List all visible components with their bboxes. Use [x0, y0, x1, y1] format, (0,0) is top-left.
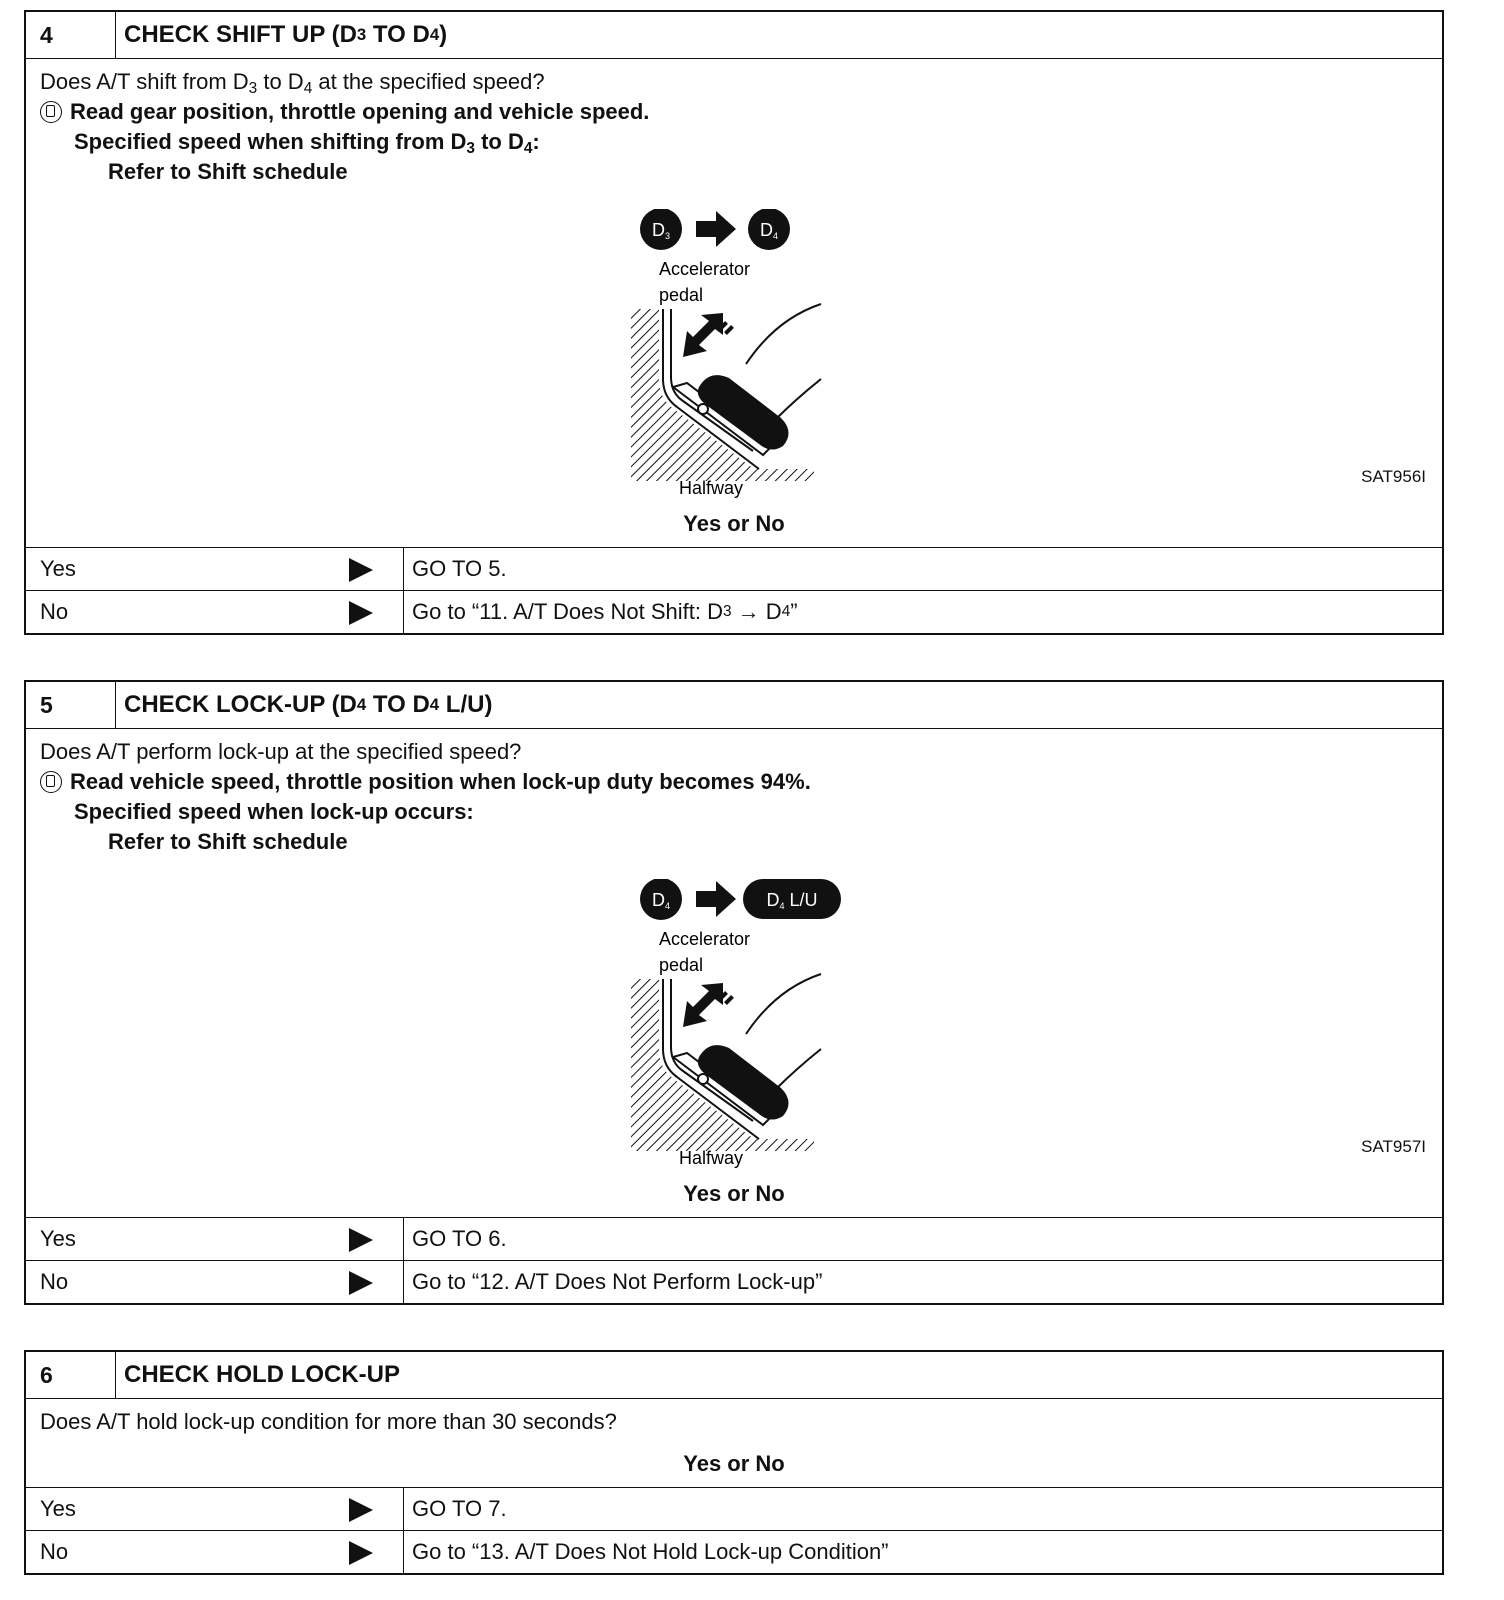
spec-label: Specified speed when shifting from $D_3$ to $D_4$:	[74, 129, 540, 157]
step-4	[24, 10, 1444, 635]
no-row	[26, 1530, 1442, 1573]
no-label: No	[40, 1539, 69, 1564]
yes-no-prompt: Yes or No	[683, 1181, 785, 1206]
svg-text:D3: D3	[651, 220, 671, 241]
yes-no-prompt: Yes or No	[683, 1451, 785, 1476]
consult-monitor-icon	[40, 771, 62, 793]
svg-text:D4: D4	[759, 220, 779, 241]
no-row	[26, 1260, 1442, 1303]
step-body	[26, 729, 1442, 1218]
shift-arrow-icon	[696, 881, 736, 917]
accelerator-pedal-figure	[611, 209, 851, 499]
step-title: CHECK LOCK-UP (D 4 TO D 4 L/U)	[124, 691, 493, 718]
no-label: No	[40, 1269, 69, 1294]
right-triangle-icon	[349, 1271, 373, 1295]
right-triangle-icon	[349, 601, 373, 625]
figure-label-accelerator: Accelerator	[659, 259, 751, 279]
accelerator-pedal-figure	[611, 879, 851, 1169]
spec-value: Refer to Shift schedule	[108, 829, 348, 854]
figure-code: SAT957I	[1361, 1137, 1426, 1156]
yes-no-prompt: Yes or No	[683, 511, 785, 536]
step-title: CHECK HOLD LOCK-UP	[124, 1361, 400, 1388]
step-number: 4	[26, 12, 116, 58]
right-triangle-icon	[349, 1228, 373, 1252]
question-text: Does A/T hold lock-up condition for more than 30 seconds?	[40, 1409, 617, 1434]
yes-label: Yes	[40, 556, 76, 581]
instruction-text: Read vehicle speed, throttle position when lock-up duty becomes 94%.	[70, 769, 811, 794]
step-header	[26, 1352, 1442, 1399]
figure-label-pedal: pedal	[659, 285, 704, 305]
question-text: Does A/T shift from $D_3$ to $D_4$ at the specified speed?	[40, 69, 545, 97]
svg-text:D4 L/U: D4 L/U	[766, 890, 818, 911]
question-text: Does A/T perform lock-up at the specified speed?	[40, 739, 522, 764]
figure-label-accelerator: Accelerator	[659, 929, 751, 949]
figure-label-halfway: Halfway	[679, 1148, 744, 1168]
instruction-text: Read gear position, throttle opening and vehicle speed.	[70, 99, 650, 124]
yes-action: GO TO 6.	[412, 1226, 507, 1251]
step-title: CHECK SHIFT UP (D 3 TO D 4 )	[124, 21, 448, 48]
step-5	[24, 680, 1444, 1305]
no-action: Go to “13. A/T Does Not Hold Lock-up Condition”	[412, 1539, 889, 1564]
shift-arrow-icon	[696, 211, 736, 247]
step-body	[26, 59, 1442, 548]
step-header	[26, 682, 1442, 729]
right-triangle-icon	[349, 1498, 373, 1522]
yes-row	[26, 1488, 1442, 1530]
no-action: Go to “11. A/T Does Not Shift: D 3 → D 4 ”	[412, 599, 798, 624]
no-label: No	[40, 599, 69, 624]
yes-action: GO TO 5.	[412, 556, 507, 581]
figure-label-halfway: Halfway	[679, 478, 744, 498]
step-number: 5	[26, 682, 116, 728]
yes-label: Yes	[40, 1496, 76, 1521]
no-row	[26, 590, 1442, 633]
step-6	[24, 1350, 1444, 1575]
yes-label: Yes	[40, 1226, 76, 1251]
no-action: Go to “12. A/T Does Not Perform Lock-up”	[412, 1269, 823, 1294]
step-body	[26, 1399, 1442, 1488]
right-triangle-icon	[349, 1541, 373, 1565]
figure-label-pedal: pedal	[659, 955, 704, 975]
yes-row	[26, 1218, 1442, 1260]
step-header	[26, 12, 1442, 59]
spec-value: Refer to Shift schedule	[108, 159, 348, 184]
yes-row	[26, 548, 1442, 590]
figure-code: SAT956I	[1361, 467, 1426, 486]
step-number: 6	[26, 1352, 116, 1398]
svg-text:D4: D4	[651, 890, 671, 911]
yes-action: GO TO 7.	[412, 1496, 507, 1521]
spec-label: Specified speed when lock-up occurs:	[74, 799, 474, 824]
consult-monitor-icon	[40, 101, 62, 123]
right-triangle-icon	[349, 558, 373, 582]
